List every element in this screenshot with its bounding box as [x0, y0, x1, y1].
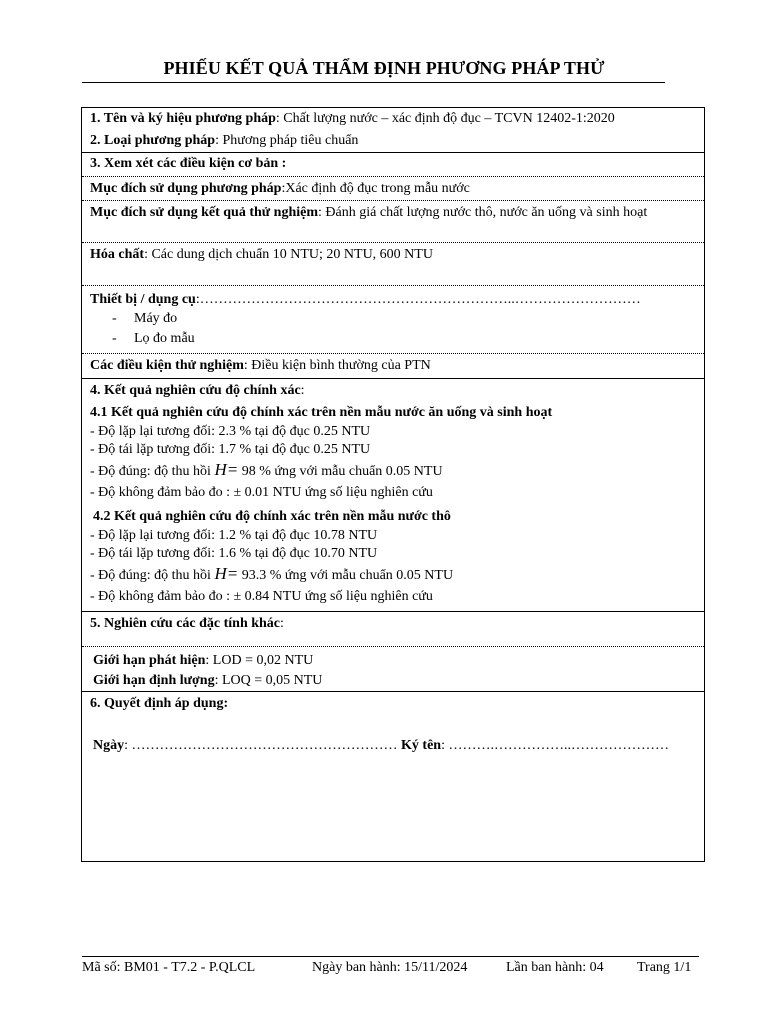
application-decision-section: [82, 692, 704, 861]
chemicals-value: : Các dung dịch chuẩn 10 NTU; 20 NTU, 600 NTU: [144, 247, 433, 262]
method-name-value: : Chất lượng nước – xác định độ đục – TCVN 12402-1:2020: [275, 111, 615, 126]
method-type-label: 2. Loại phương pháp: [90, 133, 216, 148]
date-label: Ngày: [93, 738, 125, 753]
equipment-label: Thiết bị / dụng cụ: [90, 292, 196, 307]
test-conditions-label: Các điều kiện thử nghiệm: [90, 358, 244, 373]
recovery-symbol: H=: [214, 460, 239, 479]
signature-line: [93, 737, 696, 755]
accuracy-sub2-title: 4.2 Kết quả nghiên cứu độ chính xác trên nền mẫu nước thô: [93, 509, 451, 524]
lod-value: : LOD = 0,02 NTU: [205, 653, 314, 668]
lod-label: Giới hạn phát hiện: [93, 653, 206, 668]
sign-value: : ……….……………..…………………: [441, 738, 669, 753]
form-code: Mã số: BM01 - T7.2 - P.QLCL: [82, 960, 256, 975]
decision-header: 6. Quyết định áp dụng:: [90, 696, 229, 711]
repeatability-line: - Độ lặp lại tương đối: 2.3 % tại độ đục 0.25 NTU: [90, 424, 371, 439]
detection-limits-row: [82, 647, 704, 692]
equipment-item-label: Lọ đo mẫu: [134, 331, 195, 346]
accuracy-results-section: 4. Kết quả nghiên cứu độ chính xác: 4.1 Kết quả nghiên cứu độ chính xác trên nền mẫu nước ăn uống và sinh hoạt - Độ lặp lại tương đối: 2.3 % tại độ đục 0.25 NTU - Độ tái lặp tương đối: 1.7 % tại độ đục 0.25 NTU - Độ đúng: độ thu hồi H= 98 % ứng với mẫu chuẩn 0.05 NTU - Độ không đảm bảo đo : ± 0.01 NTU ứng số liệu nghiên cứu 4.2 Kết quả nghiên cứu độ chính xác trên nền mẫu nước thô - Độ lặp lại tương đối: 1.2 % tại độ đục 10.78 NTU - Độ tái lặp tương đối: 1.6 % tại độ đục 10.70 NTU - Độ đúng: độ thu hồi H= 93.3 % ứng với mẫu chuẩn 0.05 NTU - Độ không đảm bảo đo : ± 0.84 NTU ứng số liệu nghiên cứu: [82, 379, 704, 612]
method-purpose-value: :Xác định độ đục trong mẫu nước: [281, 181, 470, 196]
loq-value: : LOQ = 0,05 NTU: [214, 673, 323, 688]
equipment-item: - Máy đo: [112, 311, 178, 326]
document-title: PHIẾU KẾT QUẢ THẨM ĐỊNH PHƯƠNG PHÁP THỬ: [163, 58, 605, 78]
recovery-line: - Độ đúng: độ thu hồi H= 93.3 % ứng với mẫu chuẩn 0.05 NTU: [90, 564, 454, 583]
recovery-line: - Độ đúng: độ thu hồi H= 98 % ứng với mẫu chuẩn 0.05 NTU: [90, 460, 443, 479]
reproducibility-line: - Độ tái lặp tương đối: 1.7 % tại độ đục 0.25 NTU: [90, 442, 371, 457]
page-number: Trang 1/1: [637, 960, 692, 975]
repeatability-line: - Độ lặp lại tương đối: 1.2 % tại độ đục 10.78 NTU: [90, 528, 378, 543]
result-purpose-value: : Đánh giá chất lượng nước thô, nước ăn uống và sinh hoạt: [318, 205, 648, 220]
accuracy-header: 4. Kết quả nghiên cứu độ chính xác: [90, 383, 301, 398]
equipment-item: - Lọ đo mẫu: [112, 331, 195, 346]
footer-divider: [82, 956, 699, 957]
uncertainty-line: - Độ không đảm bảo đo : ± 0.01 NTU ứng số liệu nghiên cứu: [90, 485, 433, 500]
other-characteristics-header: 5. Nghiên cứu các đặc tính khác: [90, 616, 281, 631]
method-name-line: [90, 110, 696, 128]
loq-label: Giới hạn định lượng: [93, 673, 215, 688]
reproducibility-line: - Độ tái lặp tương đối: 1.6 % tại độ đục 10.70 NTU: [90, 546, 378, 561]
date-value: : …………………………………………………: [124, 738, 402, 753]
equipment-value: :…………………………………………………………..………………………: [195, 292, 641, 307]
accuracy-sub1-title: 4.1 Kết quả nghiên cứu độ chính xác trên nền mẫu nước ăn uống và sinh hoạt: [90, 405, 553, 420]
method-purpose-label: Mục đích sử dụng phương pháp: [90, 181, 282, 196]
recovery-symbol: H=: [214, 564, 239, 583]
sign-label: Ký tên: [401, 738, 442, 753]
method-type-line: [90, 132, 696, 150]
test-conditions-value: : Điều kiện bình thường của PTN: [243, 358, 431, 373]
loq-line: [93, 672, 696, 690]
equipment-row: [82, 286, 704, 354]
method-info-row: [82, 108, 704, 153]
equipment-item-label: Máy đo: [134, 311, 178, 326]
chemicals-row: [82, 243, 704, 286]
title-underline: [82, 82, 665, 83]
method-purpose-row: [82, 177, 704, 201]
result-purpose-row: [82, 201, 704, 243]
revision-number: Lần ban hành: 04: [506, 960, 604, 975]
test-conditions-row: [82, 354, 704, 379]
result-purpose-label: Mục đích sử dụng kết quả thử nghiệm: [90, 205, 319, 220]
uncertainty-line: - Độ không đảm bảo đo : ± 0.84 NTU ứng số liệu nghiên cứu: [90, 589, 433, 604]
basic-conditions-header: 3. Xem xét các điều kiện cơ bản :: [90, 156, 287, 171]
basic-conditions-header-row: [82, 153, 704, 177]
method-type-value: : Phương pháp tiêu chuẩn: [215, 133, 359, 148]
issue-date: Ngày ban hành: 15/11/2024: [312, 960, 468, 975]
other-characteristics-header-row: 5. Nghiên cứu các đặc tính khác:: [82, 612, 704, 647]
result-form-table: [81, 107, 705, 862]
chemicals-label: Hóa chất: [90, 247, 145, 262]
lod-line: [93, 652, 696, 670]
method-name-label: 1. Tên và ký hiệu phương pháp: [90, 111, 276, 126]
